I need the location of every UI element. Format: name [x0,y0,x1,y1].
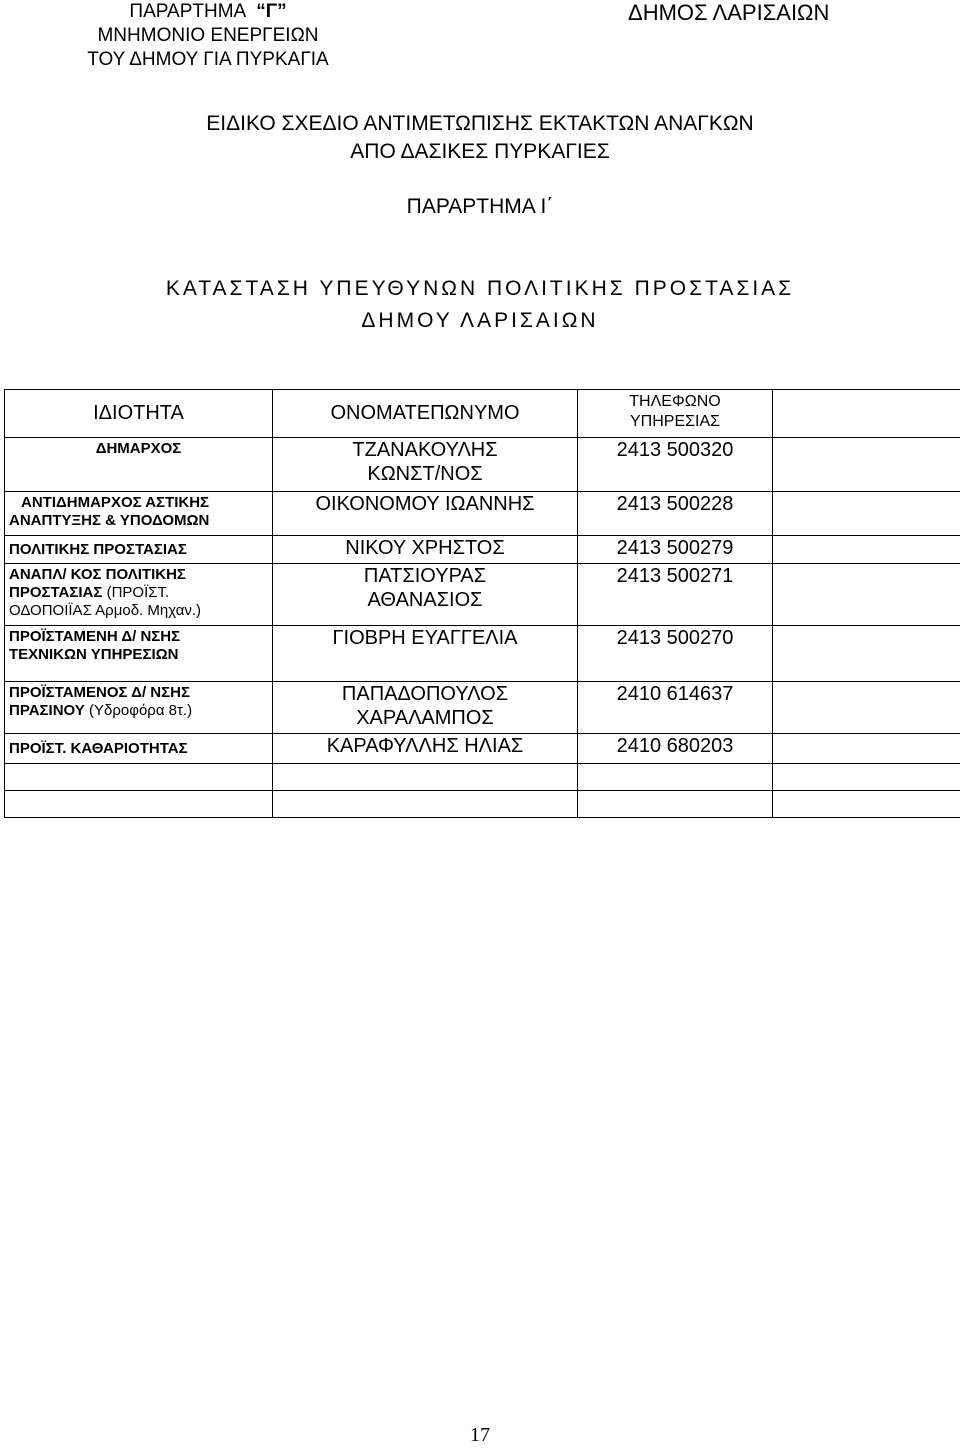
table-row [5,438,960,492]
annex-title: ΠΑΡΑΡΤΗΜΑ Ι΄ [406,195,554,218]
empty-cell [273,764,578,791]
role-cell [5,734,273,764]
empty-cell [273,791,578,818]
name-line2: ΑΘΑΝΑΣΙΟΣ [367,589,483,611]
header-role: ΙΔΙΟΤΗΤΑ [5,390,273,438]
empty-cell [773,390,960,438]
role-text: ΠΟΛΙΤΙΚΗΣ ΠΡΟΣΤΑΣΙΑΣ [9,540,187,558]
empty-cell [773,438,960,492]
phone-cell: 2413 500270 [578,626,773,682]
plan-title-line2: ΑΠΟ ΔΑΣΙΚΕΣ ΠΥΡΚΑΓΙΕΣ [350,140,610,163]
name-cell: ΟΙΚΟΝΟΜΟΥ ΙΩΑΝΝΗΣ [273,492,578,536]
empty-cell [578,764,773,791]
empty-cell [773,536,960,564]
table-row [5,564,960,626]
name-line2: ΚΩΝΣΤ/ΝΟΣ [367,463,483,485]
page-number: 17 [470,1424,490,1446]
list-title-line1: ΚΑΤΑΣΤΑΣΗ ΥΠΕΥΘΥΝΩΝ ΠΟΛΙΤΙΚΗΣ ΠΡΟΣΤΑΣΙΑΣ [165,277,795,300]
role-cell [5,438,273,492]
role-line3: ΟΔΟΠΟΙΪΑΣ Αρμοδ. Μηχαν.) [9,602,202,619]
role-line1: ΑΝΤΙΔΗΜΑΡΧΟΣ ΑΣΤΙΚΗΣ [21,494,210,511]
municipality-name: ΔΗΜΟΣ ΛΑΡΙΣΑΙΩΝ [628,0,830,25]
role-cell [5,536,273,564]
phone-cell: 2413 500320 [578,438,773,492]
phone-cell: 2410 680203 [578,734,773,764]
header-phone-line2: ΥΠΗΡΕΣΙΑΣ [629,413,721,430]
name-cell: ΓΙΟΒΡΗ ΕΥΑΓΓΕΛΙΑ [273,626,578,682]
role-line1: ΠΡΟΪΣΤΑΜΕΝΗ Δ/ ΝΣΗΣ [9,628,181,645]
name-line1: ΤΖΑΝΑΚΟΥΛΗΣ [352,439,498,461]
role-line1: ΠΡΟΪΣΤΑΜΕΝΟΣ Δ/ ΝΣΗΣ [9,684,190,701]
annex-label: ΠΑΡΑΡΤΗΜΑ [129,1,247,22]
empty-cell [773,626,960,682]
header-name: ΟΝΟΜΑΤΕΠΩΝΥΜΟ [273,390,578,438]
memo-line1: ΜΝΗΜΟΝΙΟ ΕΝΕΡΓΕΙΩΝ [97,25,319,46]
name-line1: ΠΑΤΣΙΟΥΡΑΣ [363,565,487,587]
role-line2 [9,584,268,602]
phone-cell: 2410 614637 [578,682,773,734]
empty-cell [578,791,773,818]
role-line2 [9,702,268,720]
phone-cell: 2413 500228 [578,492,773,536]
table-row [5,734,960,764]
role-line2: ΤΕΧΝΙΚΩΝ ΥΠΗΡΕΣΙΩΝ [9,646,179,663]
table-header-row [5,390,960,438]
empty-cell [773,564,960,626]
annex-letter: “Γ” [256,1,287,22]
memo-line2: ΤΟΥ ΔΗΜΟΥ ΓΙΑ ΠΥΡΚΑΓΙΑ [87,49,329,70]
table-row-empty [5,791,960,818]
role-line2-bold: ΠΡΟΣΤΑΣΙΑΣ [9,584,103,601]
table-row [5,626,960,682]
empty-cell [5,791,273,818]
empty-cell [773,764,960,791]
name-cell [273,564,578,626]
role-line2: ΑΝΑΠΤΥΞΗΣ & ΥΠΟΔΟΜΩΝ [9,512,210,529]
list-title [0,273,960,337]
responsibles-table [4,389,960,818]
name-line2: ΧΑΡΑΛΑΜΠΟΣ [356,707,494,729]
empty-cell [773,734,960,764]
role-line2-normal: (Υδροφόρα 8τ.) [84,702,193,719]
table-row [5,492,960,536]
table-row [5,682,960,734]
empty-cell [773,682,960,734]
empty-cell [5,764,273,791]
table-row-empty [5,764,960,791]
role-cell [5,626,273,682]
plan-title [0,110,960,166]
name-cell: ΝΙΚΟΥ ΧΡΗΣΤΟΣ [273,536,578,564]
empty-cell [773,492,960,536]
table-row [5,536,960,564]
name-cell: ΚΑΡΑΦΥΛΛΗΣ ΗΛΙΑΣ [273,734,578,764]
plan-title-line1: ΕΙΔΙΚΟ ΣΧΕΔΙΟ ΑΝΤΙΜΕΤΩΠΙΣΗΣ ΕΚΤΑΚΤΩΝ ΑΝΑΓΚΩΝ [206,112,754,135]
name-cell [273,438,578,492]
header-left [58,0,358,72]
empty-cell [773,791,960,818]
phone-cell: 2413 500279 [578,536,773,564]
role-line2-normal: (ΠΡΟΪΣΤ. [102,584,170,601]
role-cell [5,564,273,626]
name-line1: ΠΑΠΑΔΟΠΟΥΛΟΣ [341,683,509,705]
header-phone [578,390,773,438]
role-line1: ΑΝΑΠΛ/ ΚΟΣ ΠΟΛΙΤΙΚΗΣ [9,566,186,583]
role-cell [5,682,273,734]
role-line2-bold: ΠΡΑΣΙΝΟΥ [9,702,85,719]
list-title-line2: ΔΗΜΟΥ ΛΑΡΙΣΑΙΩΝ [361,309,599,332]
header-phone-line1: ΤΗΛΕΦΩΝΟ [629,393,721,410]
role-cell [5,492,273,536]
role-text: ΔΗΜΑΡΧΟΣ [95,440,182,457]
phone-cell: 2413 500271 [578,564,773,626]
role-text: ΠΡΟΪΣΤ. ΚΑΘΑΡΙΟΤΗΤΑΣ [9,739,188,757]
name-cell [273,682,578,734]
